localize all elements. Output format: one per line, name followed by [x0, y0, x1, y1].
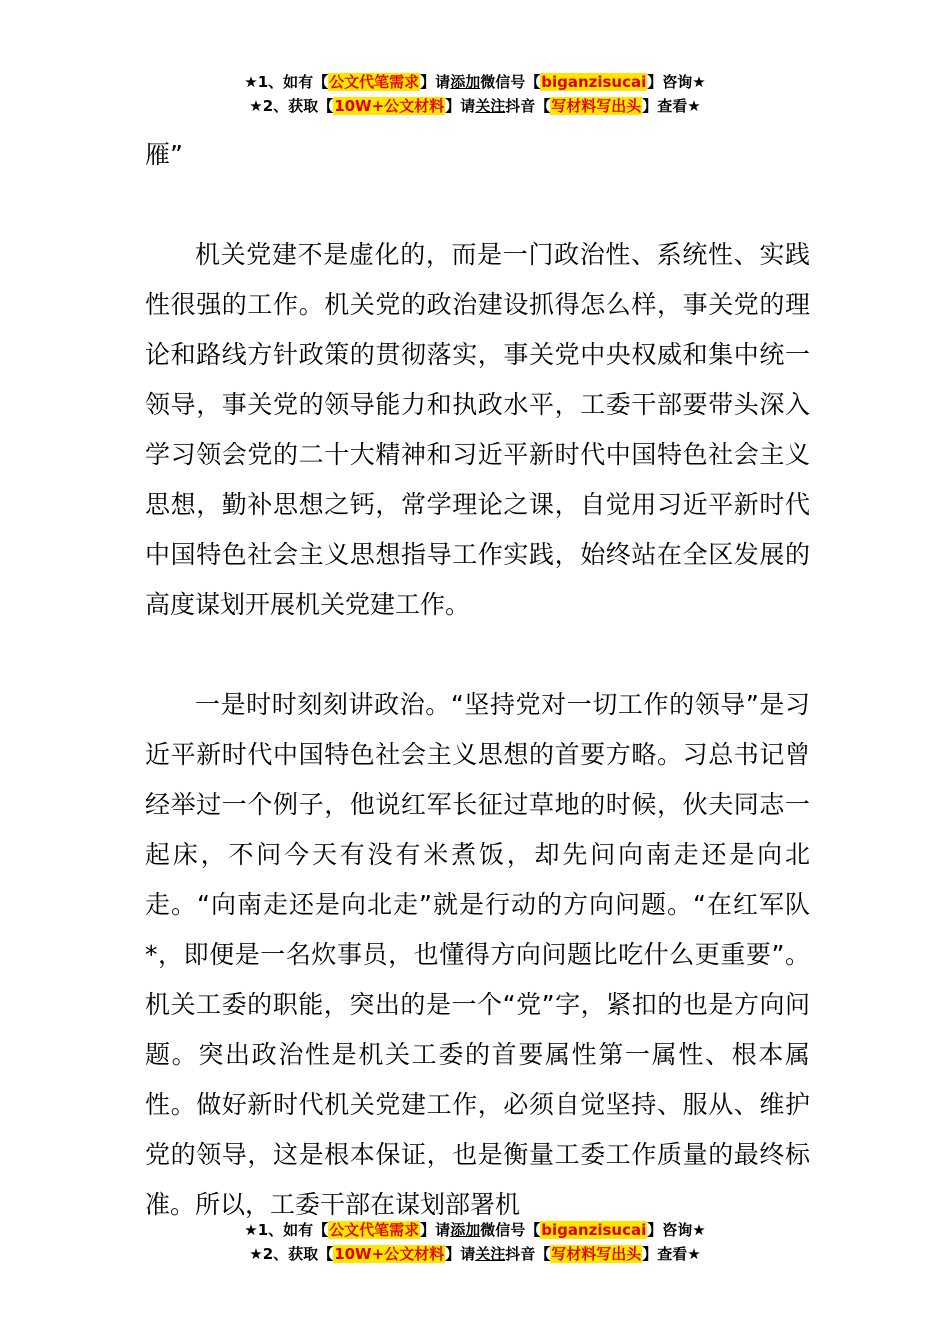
materials-highlight: 10W+公文材料 — [334, 97, 445, 115]
service-highlight: 公文代笔需求 — [329, 1221, 420, 1239]
materials-highlight: 10W+公文材料 — [334, 1245, 445, 1263]
douyin-id-highlight: 写材料写出头 — [551, 97, 642, 115]
service-highlight: 公文代笔需求 — [329, 73, 420, 91]
paragraph-2: 一是时时刻刻讲政治。“坚持党对一切工作的领导”是习近平新时代中国特色社会主义思想的首要方略。习总书记曾经举过一个例子，他说红军长征过草地的时候，伙夫同志一起床，不问今天有没有米煮饭，却先问向南走还是向北走。“向南走还是向北走”就是行动的方向问题。“在红军队*，即便是一名炊事员，也懂得方向问题比吃什么更重要”。机关工委的职能，突出的是一个“党”字，紧扣的也是方向问题。突出政治性是机关工委的首要属性第一属性、根本属性。做好新时代机关党建工作，必须自觉坚持、服从、维护党的领导，这是根本保证，也是衡量工委工作质量的最终标准。所以，工委干部在谋划部署机 — [145, 690, 810, 1219]
douyin-id-highlight: 写材料写出头 — [551, 1245, 642, 1263]
header-banner-line-2: ★2、获取【10W+公文材料】请关注抖音【写材料写出头】查看★ — [249, 97, 701, 115]
header-banner-line-1: ★1、如有【公文代笔需求】请添加微信号【biganzisucai】咨询★ — [244, 73, 706, 91]
footer-banner — [0, 1218, 950, 1266]
footer-banner-line-2: ★2、获取【10W+公文材料】请关注抖音【写材料写出头】查看★ — [249, 1245, 701, 1263]
paragraph-1: 机关党建不是虚化的，而是一门政治性、系统性、实践性很强的工作。机关党的政治建设抓得怎么样，事关党的理论和路线方针政策的贯彻落实，事关党中央权威和集中统一领导，事关党的领导能力和执政水平，工委干部要带头深入学习领会党的二十大精神和习近平新时代中国特色社会主义思想，勤补思想之钙，常学理论之课，自觉用习近平新时代中国特色社会主义思想指导工作实践，始终站在全区发展的高度谋划开展机关党建工作。 — [145, 240, 810, 619]
wechat-id-highlight: biganzisucai — [541, 1221, 647, 1239]
fragment-line: 雁” — [145, 140, 183, 169]
footer-banner-line-1: ★1、如有【公文代笔需求】请添加微信号【biganzisucai】咨询★ — [244, 1221, 706, 1239]
document-body — [145, 130, 810, 1280]
header-banner — [0, 70, 950, 118]
wechat-id-highlight: biganzisucai — [541, 73, 647, 91]
